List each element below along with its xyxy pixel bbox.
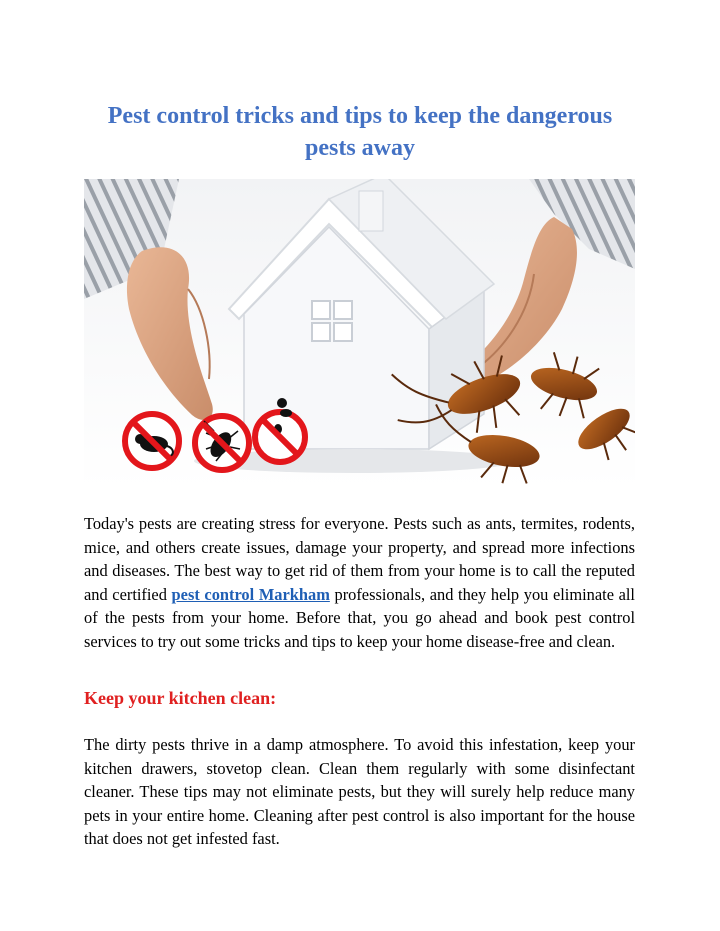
intro-paragraph (84, 512, 635, 653)
intro-text-start: Today's pests are creating stress for everyone. Pests such as ants, termites, rodents, mice, and others create issues, damage your property, and spread more infections and diseases. The best way to get rid of them from your home is to call the reputed and certified (84, 514, 635, 604)
pest-control-markham-link[interactable]: pest control Markham (171, 584, 330, 604)
page-title: Pest control tricks and tips to keep the dangerous pests away (107, 103, 613, 161)
section-heading-kitchen: Keep your kitchen clean: (84, 688, 277, 708)
intro-text-end: professionals, and they help you eliminate all of the pests from your home. Before that, you go ahead and book pest control services to try out some tricks and tips to keep your home disease-free and clean. (84, 584, 635, 651)
rodent-prohibited-icon (125, 414, 179, 468)
hero-image (84, 179, 635, 489)
cockroach-prohibited-icon (195, 416, 249, 470)
kitchen-paragraph: The dirty pests thrive in a damp atmosphere. To avoid this infestation, keep your kitchen drawers, stovetop clean. Clean them regularly with some disinfectant cleaner. These tips may not eliminate pests, but they will surely help reduce many pets in your entire home. Cleaning after pest control is also important for the house that does not get infested fast. (84, 735, 635, 848)
